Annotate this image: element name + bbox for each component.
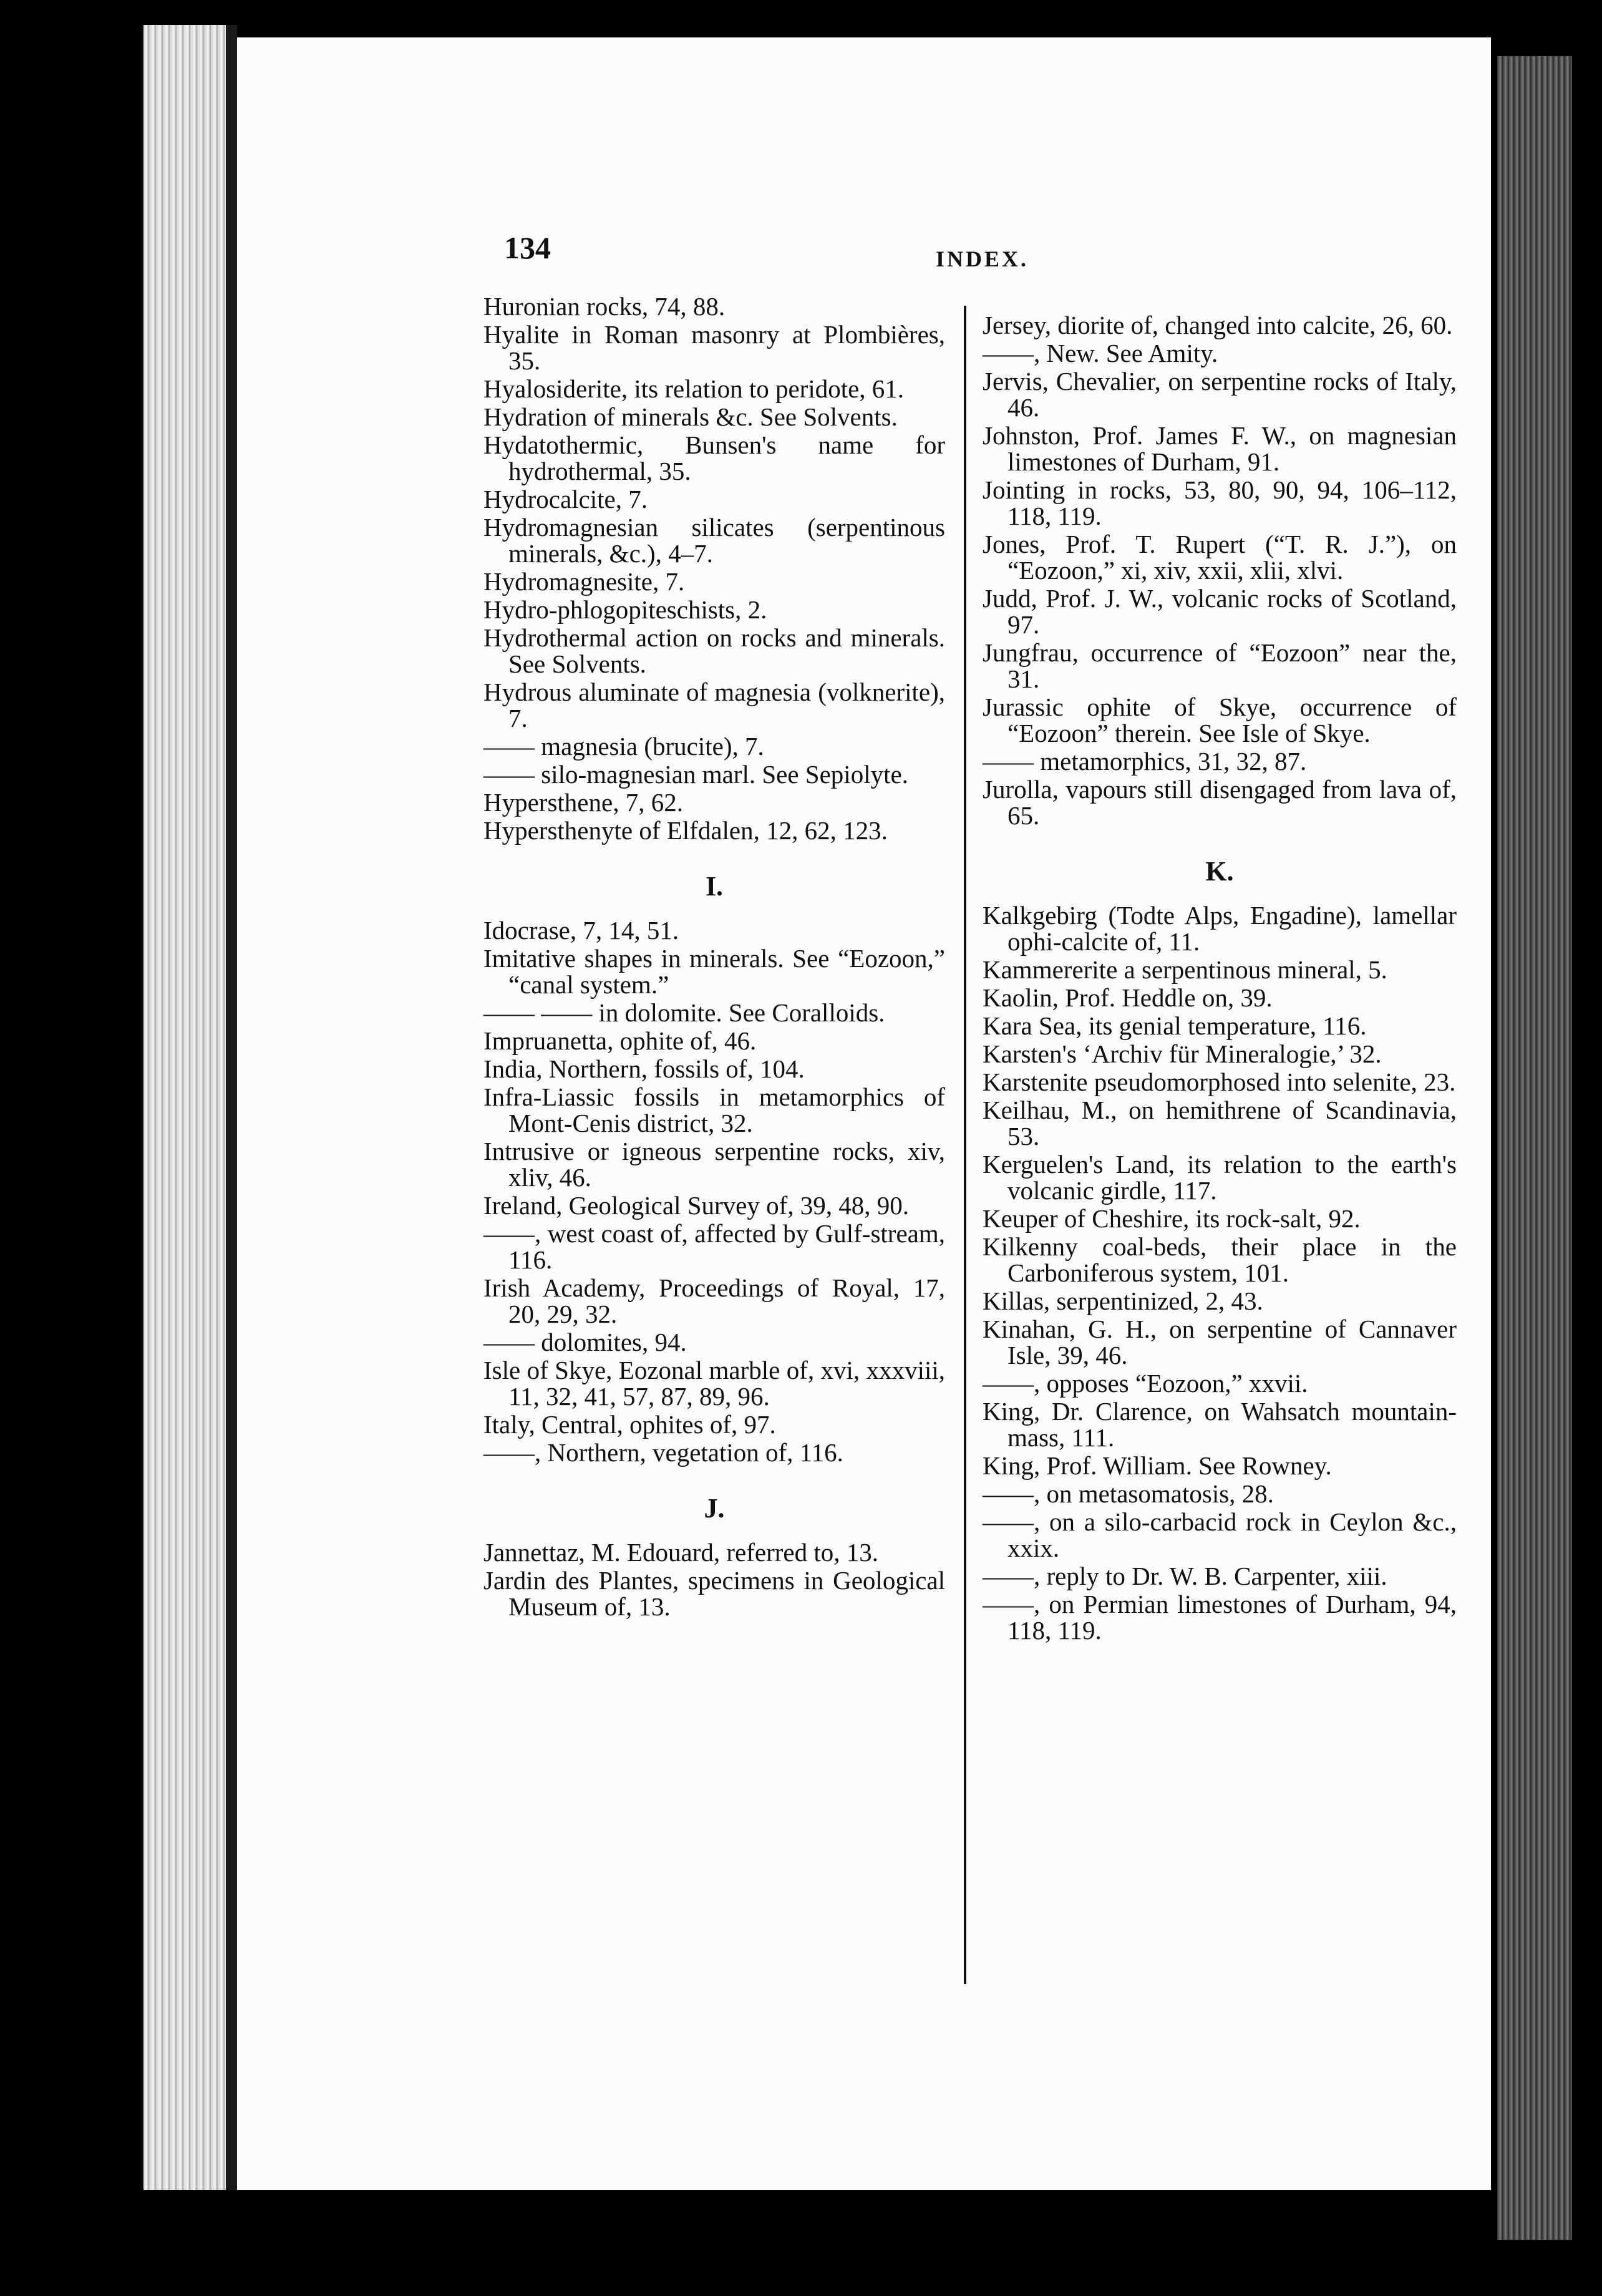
running-head: INDEX. — [936, 246, 1029, 271]
index-entry: Imitative shapes in minerals. See “Eozoon,” “canal system.” — [483, 944, 945, 999]
index-entry: Johnston, Prof. James F. W., on magnesian limestones of Durham, 91. — [983, 421, 1457, 476]
index-entry: Jannettaz, M. Edouard, referred to, 13. — [483, 1538, 878, 1567]
index-entry: Huronian rocks, 74, 88. — [483, 292, 726, 321]
index-entry: Idocrase, 7, 14, 51. — [483, 916, 679, 945]
index-entry: —— dolomites, 94. — [483, 1328, 687, 1356]
index-entry: —— metamorphics, 31, 32, 87. — [983, 747, 1307, 776]
index-entry: Jardin des Plantes, specimens in Geological Museum of, 13. — [483, 1566, 945, 1621]
index-right-column — [983, 312, 1457, 1645]
index-entry: ——, on metasomatosis, 28. — [983, 1479, 1274, 1508]
index-entry: Infra-Liassic fossils in metamorphics of Mont-Cenis district, 32. — [483, 1082, 945, 1137]
index-entry: ——, Northern, vegetation of, 116. — [483, 1438, 843, 1467]
index-entry: Jones, Prof. T. Rupert (“T. R. J.”), on “Eozoon,” xi, xiv, xxii, xlii, xlvi. — [983, 530, 1457, 585]
index-entry: Judd, Prof. J. W., volcanic rocks of Scotland, 97. — [983, 584, 1457, 639]
index-entry: Keuper of Cheshire, its rock-salt, 92. — [983, 1204, 1361, 1233]
index-entry: Hypersthenyte of Elfdalen, 12, 62, 123. — [483, 816, 888, 845]
index-entry: Karsten's ‘Archiv für Mineralogie,’ 32. — [983, 1039, 1382, 1068]
index-entry: —— —— in dolomite. See Coralloids. — [483, 998, 885, 1027]
index-entry: Jervis, Chevalier, on serpentine rocks of Italy, 46. — [983, 367, 1457, 422]
section-heading-k: K. — [1205, 856, 1234, 887]
index-entry: Karstenite pseudomorphosed into selenite, 23. — [983, 1068, 1456, 1096]
index-entry: ——, on Permian limestones of Durham, 94, 118, 119. — [983, 1590, 1457, 1645]
index-entry: —— magnesia (brucite), 7. — [483, 732, 764, 761]
index-entry: —— silo-magnesian marl. See Sepiolyte. — [483, 760, 908, 789]
index-entry: Hyalite in Roman masonry at Plombières, 35. — [483, 320, 945, 375]
index-entry: Hydrothermal action on rocks and minerals. See Solvents. — [483, 623, 945, 678]
index-entry: India, Northern, fossils of, 104. — [483, 1054, 805, 1083]
index-entry: Kammererite a serpentinous mineral, 5. — [983, 955, 1387, 984]
index-entry: Jointing in rocks, 53, 80, 90, 94, 106–112, 118, 119. — [983, 475, 1457, 530]
index-entry: Intrusive or igneous serpentine rocks, xiv, xliv, 46. — [483, 1137, 945, 1192]
index-entry: Hydromagnesian silicates (serpentinous minerals, &c.), 4–7. — [483, 513, 945, 568]
index-entry: Kaolin, Prof. Heddle on, 39. — [983, 983, 1273, 1012]
index-entry: Impruanetta, ophite of, 46. — [483, 1026, 757, 1055]
index-entry: Irish Academy, Proceedings of Royal, 17, 20, 29, 32. — [483, 1273, 945, 1328]
index-entry: Jurassic ophite of Skye, occurrence of “Eozoon” therein. See Isle of Skye. — [983, 693, 1457, 747]
index-entry: ——, on a silo-carbacid rock in Ceylon &c., xxix. — [983, 1507, 1457, 1562]
index-entry: Hydatothermic, Bunsen's name for hydrothermal, 35. — [483, 430, 945, 485]
index-entry: Kalkgebirg (Todte Alps, Engadine), lamellar ophi-calcite of, 11. — [983, 901, 1457, 956]
index-entry: ——, New. See Amity. — [983, 339, 1218, 367]
index-entry: Keilhau, M., on hemithrene of Scandinavia, 53. — [983, 1096, 1457, 1150]
j-entries-right — [983, 312, 1457, 829]
index-entry: King, Prof. William. See Rowney. — [983, 1451, 1332, 1480]
index-entry: Isle of Skye, Eozonal marble of, xvi, xxxviii, 11, 32, 41, 57, 87, 89, 96. — [483, 1356, 945, 1411]
index-entry: Kara Sea, its genial temperature, 116. — [983, 1011, 1367, 1040]
index-entry: Hypersthene, 7, 62. — [483, 788, 683, 817]
next-page-edge — [1497, 56, 1572, 2240]
j-entries-left — [483, 1539, 945, 1620]
index-left-column — [483, 293, 945, 1622]
index-entry: Hydromagnesite, 7. — [483, 567, 685, 596]
index-entry: Hydrous aluminate of magnesia (volknerite), 7. — [483, 678, 945, 732]
section-heading-i: I. — [705, 871, 724, 902]
book-page-edges — [143, 25, 237, 2190]
index-entry: Jurolla, vapours still disengaged from lava of, 65. — [983, 775, 1457, 830]
section-heading-j: J. — [704, 1493, 725, 1524]
h-entries — [483, 293, 945, 844]
index-entry: Italy, Central, ophites of, 97. — [483, 1410, 776, 1439]
k-entries — [983, 902, 1457, 1643]
index-entry: ——, reply to Dr. W. B. Carpenter, xiii. — [983, 1562, 1387, 1590]
index-entry: Kilkenny coal-beds, their place in the Carboniferous system, 101. — [983, 1232, 1457, 1287]
index-entry: Killas, serpentinized, 2, 43. — [983, 1287, 1263, 1315]
column-divider — [964, 306, 966, 1984]
i-entries — [483, 917, 945, 1466]
index-entry: Hydration of minerals &c. See Solvents. — [483, 402, 898, 431]
index-entry: ——, west coast of, affected by Gulf-stream, 116. — [483, 1219, 945, 1274]
index-entry: Ireland, Geological Survey of, 39, 48, 90. — [483, 1191, 910, 1220]
index-entry: Jersey, diorite of, changed into calcite, 26, 60. — [983, 311, 1453, 339]
index-entry: Hydrocalcite, 7. — [483, 485, 648, 513]
index-entry: King, Dr. Clarence, on Wahsatch mountain-mass, 111. — [983, 1397, 1457, 1452]
index-entry: Kerguelen's Land, its relation to the earth's volcanic girdle, 117. — [983, 1150, 1457, 1205]
index-entry: Jungfrau, occurrence of “Eozoon” near the, 31. — [983, 638, 1457, 693]
index-entry: Hyalosiderite, its relation to peridote, 61. — [483, 374, 905, 403]
index-entry: ——, opposes “Eozoon,” xxvii. — [983, 1369, 1308, 1398]
index-entry: Hydro-phlogopiteschists, 2. — [483, 595, 767, 624]
index-entry: Kinahan, G. H., on serpentine of Cannaver Isle, 39, 46. — [983, 1315, 1457, 1369]
page-number: 134 — [504, 230, 551, 265]
